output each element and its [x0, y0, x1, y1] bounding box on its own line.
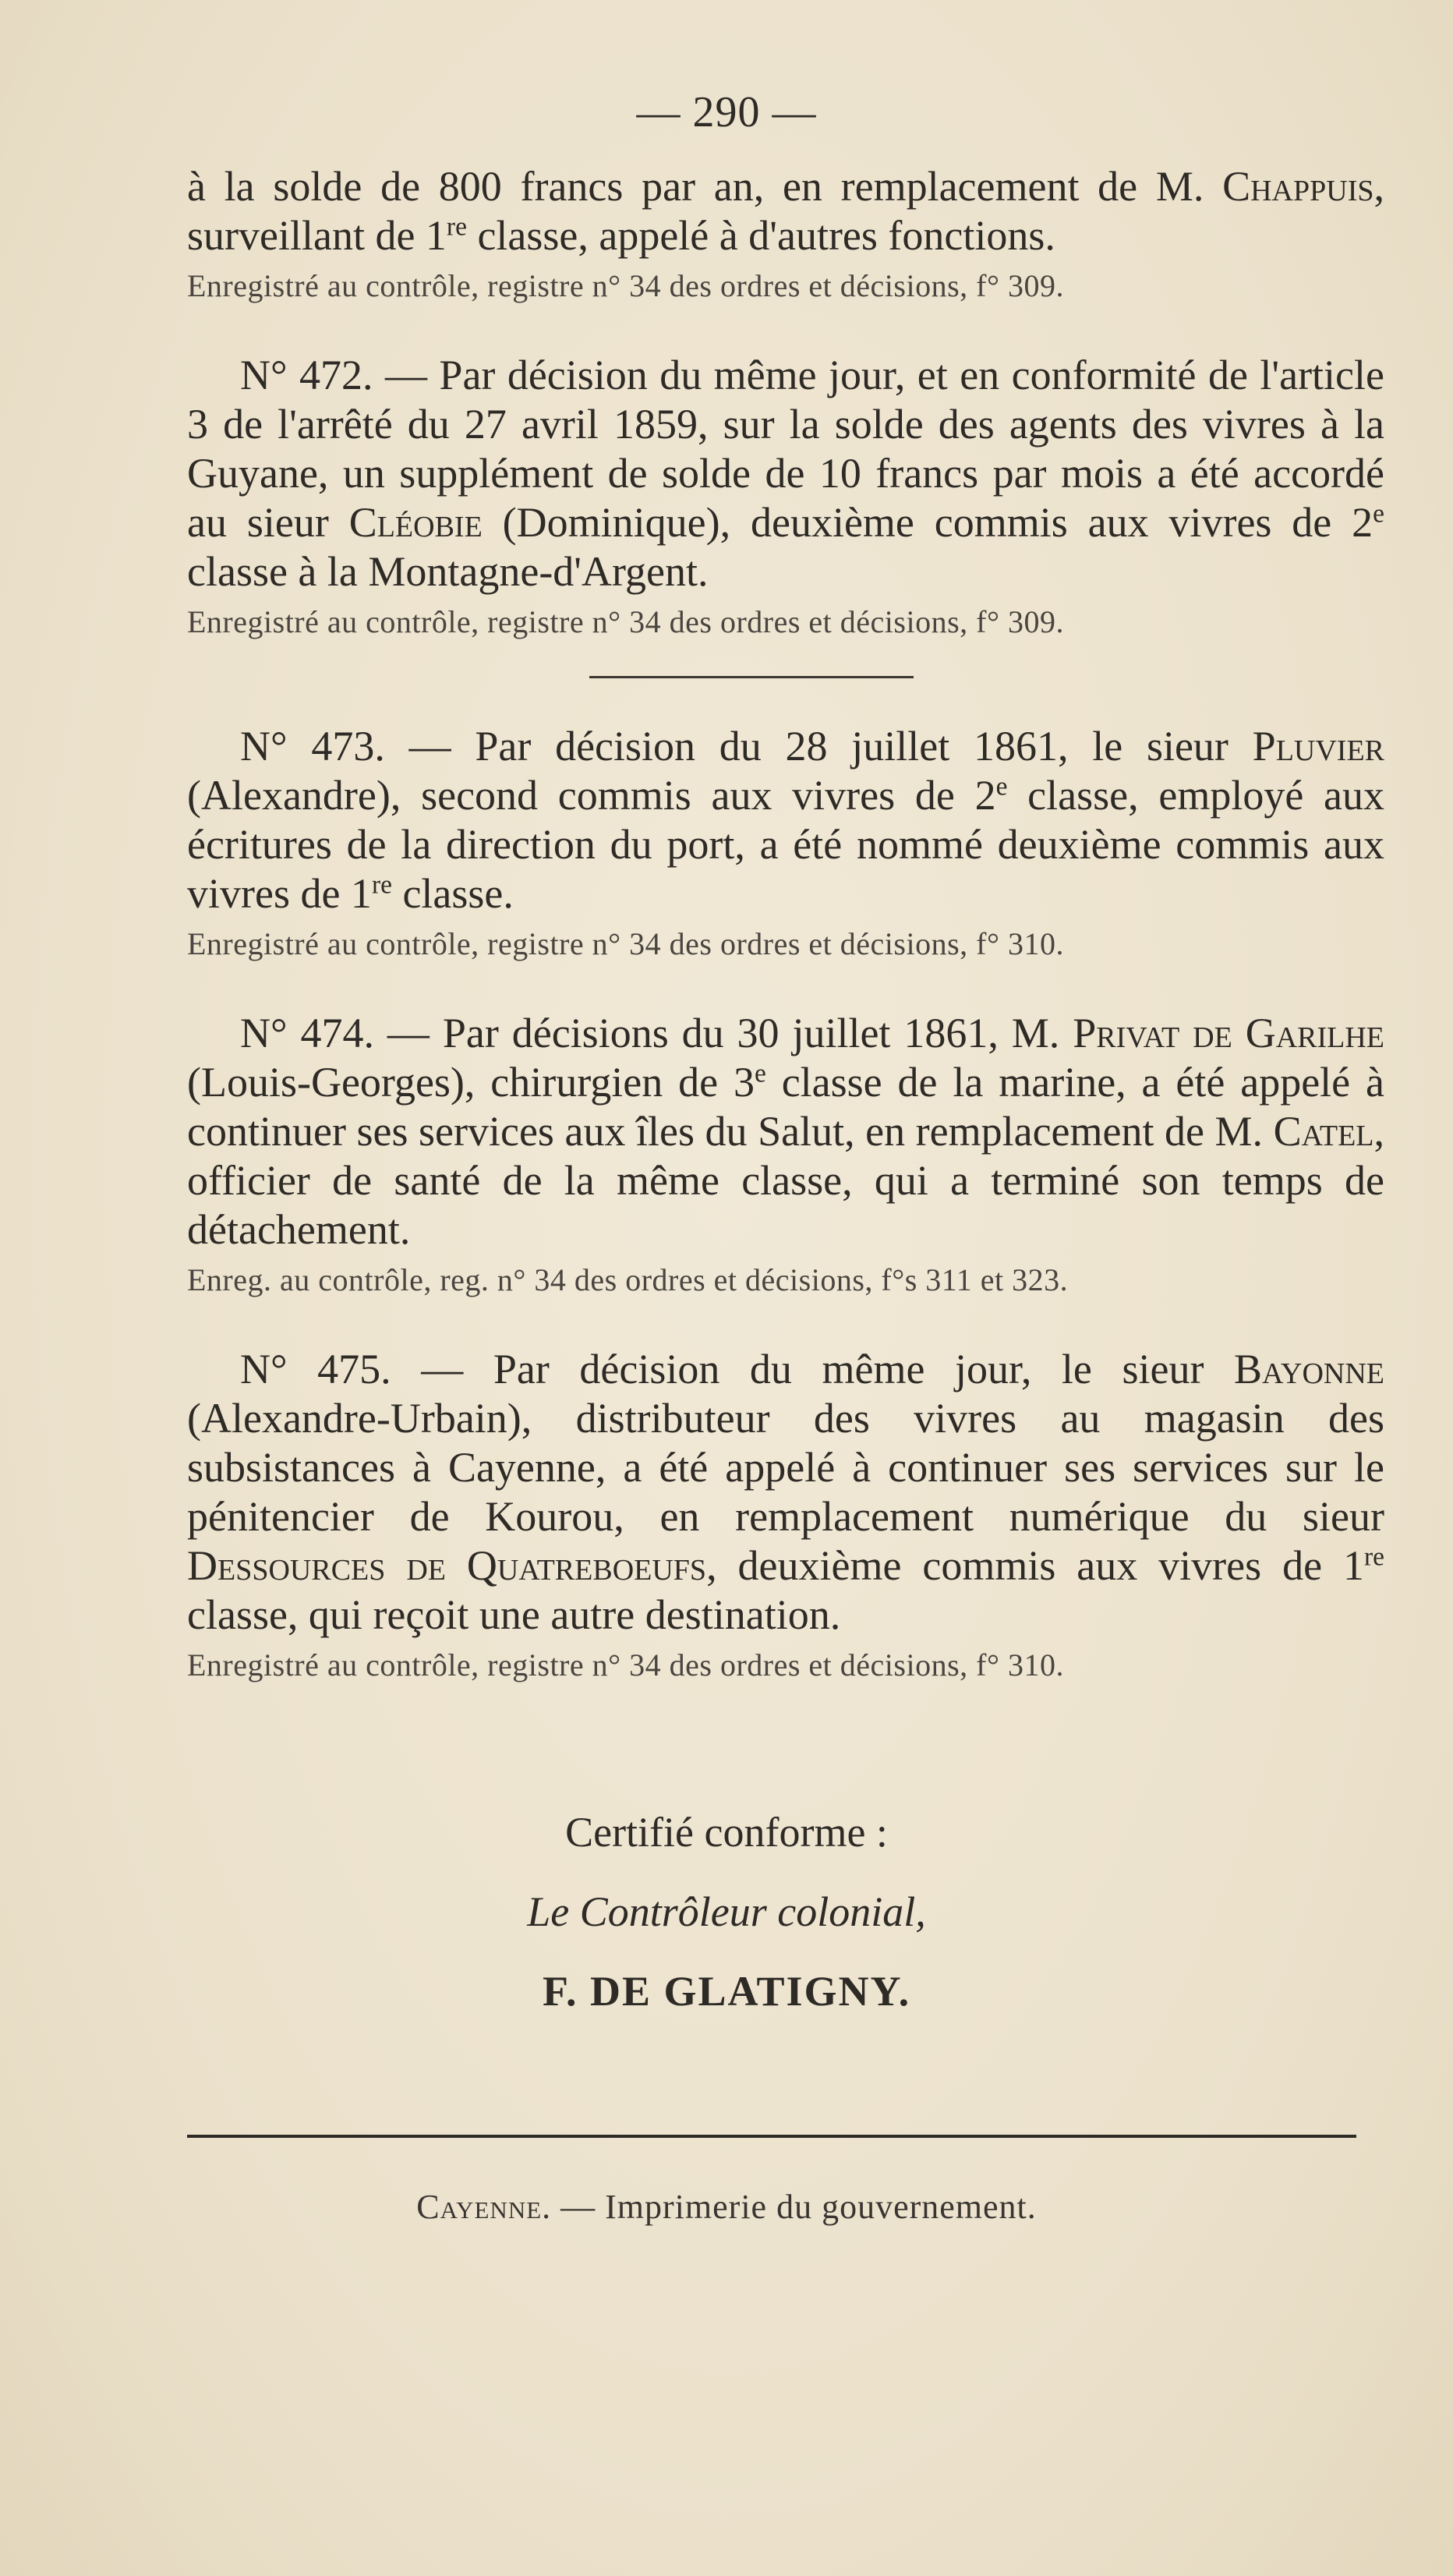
signature-name: F. DE GLATIGNY. — [542, 1968, 911, 2015]
person-name: Catel — [1273, 1108, 1374, 1155]
decision-number: N° 472. — [240, 352, 373, 398]
person-name: Chappuis — [1222, 163, 1374, 210]
registration-note: Enregistré au contrôle, registre n° 34 des ordres et décisions, f° 310. — [187, 926, 1064, 961]
decision-number: N° 474. — [240, 1010, 375, 1056]
person-name: Cléobie — [348, 499, 483, 546]
person-name: Dessources de Quatreboeufs — [187, 1542, 707, 1589]
certification-line: Certifié conforme : — [565, 1809, 888, 1856]
decision-472: N° 472. — Par décision du même jour, et en conformité de l'article 3 de l'arrêté du 27 avril 1859, sur la solde des agents des vivres à la Guyane, un supplément de solde de 10 francs par mois a été accordé au sieur Cléobie (Dominique), deuxième commis aux vivres de 2e classe à la Montagne-d'Argent. — [187, 352, 1384, 595]
certification-block — [0, 1807, 1453, 2046]
controller-title: Le Contrôleur colonial, — [527, 1888, 926, 1935]
registration-note: Enregistré au contrôle, registre n° 34 des ordres et décisions, f° 309. — [187, 268, 1064, 303]
person-name: Bayonne — [1234, 1346, 1384, 1392]
section-divider — [589, 676, 914, 678]
decision-473: N° 473. — Par décision du 28 juillet 1861, le sieur Pluvier (Alexandre), second commis aux vivres de 2e classe, employé aux écritures de la direction du port, a été nommé deuxième commis aux vivres de 1re classe. — [187, 723, 1385, 917]
decision-number: N° 473. — [240, 723, 385, 770]
decision-474: N° 474. — Par décisions du 30 juillet 1861, M. Privat de Garilhe (Louis-Georges), chirurgien de 3e classe de la marine, a été appelé à continuer ses services aux îles du Salut, en remplacement de M. Catel, officier de santé de la même classe, qui a terminé son temps de détachement. — [187, 1010, 1385, 1253]
imprint-place: Cayenne. — [416, 2188, 552, 2226]
registration-note: Enreg. au contrôle, reg. n° 34 des ordres et décisions, f°s 311 et 323. — [187, 1262, 1069, 1297]
imprint-text: — Imprimerie du gouvernement. — [551, 2188, 1037, 2226]
footer-divider — [187, 2135, 1356, 2138]
printer-imprint — [0, 2187, 1453, 2227]
person-name: Pluvier — [1252, 723, 1385, 770]
registration-note: Enregistré au contrôle, registre n° 34 des ordres et décisions, f° 310. — [187, 1647, 1064, 1683]
document-body — [187, 162, 1384, 1685]
intro-paragraph: à la solde de 800 francs par an, en remplacement de M. Chappuis, surveillant de 1re classe, appelé à d'autres fonctions. — [187, 163, 1384, 259]
decision-number: N° 475. — [240, 1346, 391, 1392]
page-number: — 290 — — [636, 88, 817, 136]
person-name: Privat de Garilhe — [1073, 1010, 1385, 1056]
registration-note: Enregistré au contrôle, registre n° 34 des ordres et décisions, f° 309. — [187, 604, 1064, 639]
decision-475: N° 475. — Par décision du même jour, le sieur Bayonne (Alexandre-Urbain), distributeur des vivres au magasin des subsistances à Cayenne, a été appelé à continuer ses services sur le pénitencier de Kourou, en remplacement numérique du sieur Dessources de Quatreboeufs, deuxième commis aux vivres de 1re classe, qui reçoit une autre destination. — [187, 1346, 1384, 1638]
